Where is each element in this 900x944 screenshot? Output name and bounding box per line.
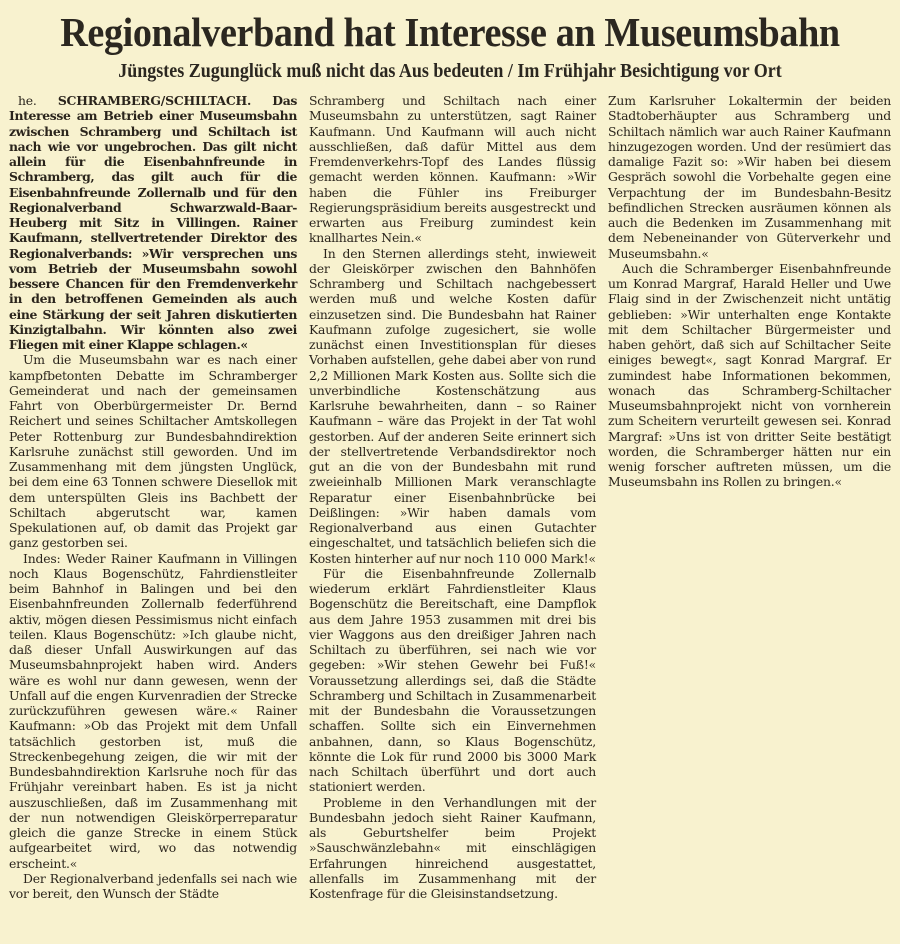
paragraph: Für die Eisenbahnfreunde Zollernalb wiederum erklärt Fahrdienstleiter Klaus Bogenschütz die Bereitschaft, eine Dampflok aus dem Jahre 1953 zusammen mit drei bis vier Waggons aus den dreißiger Jahren nach Schiltach zu überführen, sei nach wie vor gegeben: »Wir stehen Gewehr bei Fuß!« Voraussetzung allerdings sei, daß die Städte Schramberg und Schiltach in Zusammenarbeit mit der Bundesbahn die Voraussetzungen schaffen. Sollte sich ein Einvernehmen anbahnen, dann, so Klaus Bogenschütz, könnte die Lok für rund 2000 bis 3000 Mark nach Schiltach überführt und dort auch stationiert werden.	[309, 565, 596, 795]
article-column-2	[309, 93, 596, 901]
article-column-3	[608, 93, 891, 490]
article-column-1	[9, 93, 297, 901]
paragraph: Der Regionalverband jedenfalls sei nach wie vor bereit, den Wunsch der Städte	[9, 870, 297, 901]
headline: Regionalverband hat Interesse an Museumsbahn	[60, 9, 840, 55]
paragraph-continuation: Schramberg und Schiltach nach einer Museumsbahn zu unterstützen, sagt Rainer Kaufmann. Und Kaufmann will auch nicht ausschließen, daß dafür Mittel aus dem Fremdenverkehrs-Topf des Landes flüssig gemacht werden können. Kaufmann: »Wir haben die Fühler ins Freiburger Regierungspräsidium bereits ausgestreckt und erwarten aus Freiburg zumindest kein knallhartes Nein.«	[309, 93, 596, 246]
paragraph: In den Sternen allerdings steht, inwieweit der Gleiskörper zwischen den Bahnhöfen Schramberg und Schiltach nachgebessert werden muß und welche Kosten dafür einzusetzen sind. Die Bundesbahn hat Rainer Kaufmann zufolge zugesichert, sie wolle zunächst einen Investitionsplan für dieses Vorhaben aufstellen, gehe dabei aber von rund 2,2 Millionen Mark Kosten aus. Sollte sich die unverbindliche Kostenschätzung aus Karlsruhe bewahrheiten, dann – so Rainer Kaufmann – wäre das Projekt in der Tat wohl gestorben. Auf der anderen Seite erinnert sich der stellvertretende Verbandsdirektor noch gut an die von der Bundesbahn mit rund zweieinhalb Millionen Mark veranschlagte Reparatur einer Eisenbahnbrücke bei Deißlingen: »Wir haben damals vom Regionalverband aus einen Gutachter eingeschaltet, und tatsächlich beliefen sich die Kosten hinterher auf nur noch 110 000 Mark!«	[309, 245, 596, 566]
dateline: SCHRAMBERG/SCHILTACH.	[57, 93, 252, 108]
paragraph: Indes: Weder Rainer Kaufmann in Villingen noch Klaus Bogenschütz, Fahrdienstleiter beim Bahnhof in Balingen und bei den Eisenbahnfreunden Zollernalb federführend aktiv, mögen diesen Pessimismus nicht einfach teilen. Klaus Bogenschütz: »Ich glaube nicht, daß dieser Unfall Auswirkungen auf das Museumsbahnprojekt haben wird. Anders wäre es wohl nur dann gewesen, wenn der Unfall auf die engen Kurvenradien der Strecke zurückzuführen gewesen wäre.« Rainer Kaufmann: »Ob das Projekt mit dem Unfall tatsächlich gestorben ist, muß die Streckenbegehung zeigen, die wir mit der Bundesbahndirektion Karlsruhe noch für das Frühjahr vereinbart haben. Es ist ja nicht auszuschließen, daß im Zusammenhang mit der nun notwendigen Gleiskörperreparatur gleich die ganze Strecke in einem Stück aufgearbeitet wird, wo das notwendig erscheint.«	[9, 550, 297, 871]
paragraph: Probleme in den Verhandlungen mit der Bundesbahn jedoch sieht Rainer Kaufmann, als Geburtshelfer beim Projekt »Sauschwänzlebahn« mit einschlägigen Erfahrungen hinreichend ausgestattet, allenfalls im Zusammenhang mit der Kostenfrage für die Gleisinstandsetzung.	[309, 794, 596, 901]
author-initials: he.	[18, 93, 37, 108]
paragraph: Auch die Schramberger Eisenbahnfreunde um Konrad Margraf, Harald Heller und Uwe Flaig sind in der Zwischenzeit nicht untätig geblieben: »Wir unterhalten enge Kontakte mit dem Schiltacher Bürgermeister und haben gehört, daß sich auf Schiltacher Seite einiges bewegt«, sagt Konrad Margraf. Er zumindest habe Informationen bekommen, wonach das Schramberg-Schiltacher Museumsbahnprojekt nicht von vornherein zum Scheitern verurteilt gewesen sei. Konrad Margraf: »Uns ist von dritter Seite bestätigt worden, die Schramberger hätten nur ein wenig forscher auftreten müssen, um die Museumsbahn ins Rollen zu bringen.«	[608, 260, 891, 490]
lead-paragraph	[9, 93, 297, 352]
subheadline: Jüngstes Zugunglück muß nicht das Aus bedeuten / Im Frühjahr Besichtigung vor Ort	[118, 60, 782, 82]
paragraph-continuation: Zum Karlsruher Lokaltermin der beiden Stadtoberhäupter aus Schramberg und Schiltach nämlich war auch Rainer Kaufmann hinzugezogen worden. Und der resümiert das damalige Fazit so: »Wir haben bei diesem Gespräch sowohl die Vorbehalte gegen eine Verpachtung der im Bundesbahn-Besitz befindlichen Strecken ausräumen können als auch die Bedenken im Zusammenhang mit dem Nebeneinander von Güterverkehr und Museumsbahn.«	[608, 93, 891, 261]
paragraph: Um die Museumsbahn war es nach einer kampfbetonten Debatte im Schramberger Gemeinderat und nach der gemeinsamen Fahrt von Oberbürgermeister Dr. Bernd Reichert und seines Schiltacher Amtskollegen Peter Rottenburg zur Bundesbahndirektion Karlsruhe zunächst still geworden. Und im Zusammenhang mit dem jüngsten Unglück, bei dem eine 63 Tonnen schwere Diesellok mit dem unterspülten Gleis ins Bachbett der Schiltach abgerutscht war, kamen Spekulationen auf, ob damit das Projekt gar ganz gestorben sei.	[9, 352, 297, 551]
lead-text: Das Interesse am Betrieb einer Museumsbahn zwischen Schramberg und Schiltach ist nach wie vor ungebrochen. Das gilt nicht allein für die Eisenbahnfreunde in Schramberg, das gilt auch für die Eisenbahnfreunde Zollernalb und für den Regionalverband Schwarzwald-Baar-Heuberg mit Sitz in Villingen. Rainer Kaufmann, stellvertretender Direktor des Regionalverbands: »Wir versprechen uns vom Betrieb der Museumsbahn sowohl bessere Chancen für den Fremdenverkehr in den betroffenen Gemeinden als auch eine Stärkung der seit Jahren diskutierten Kinzigtalbahn. Wir könnten also zwei Fliegen mit einer Klappe schlagen.«	[9, 93, 297, 352]
